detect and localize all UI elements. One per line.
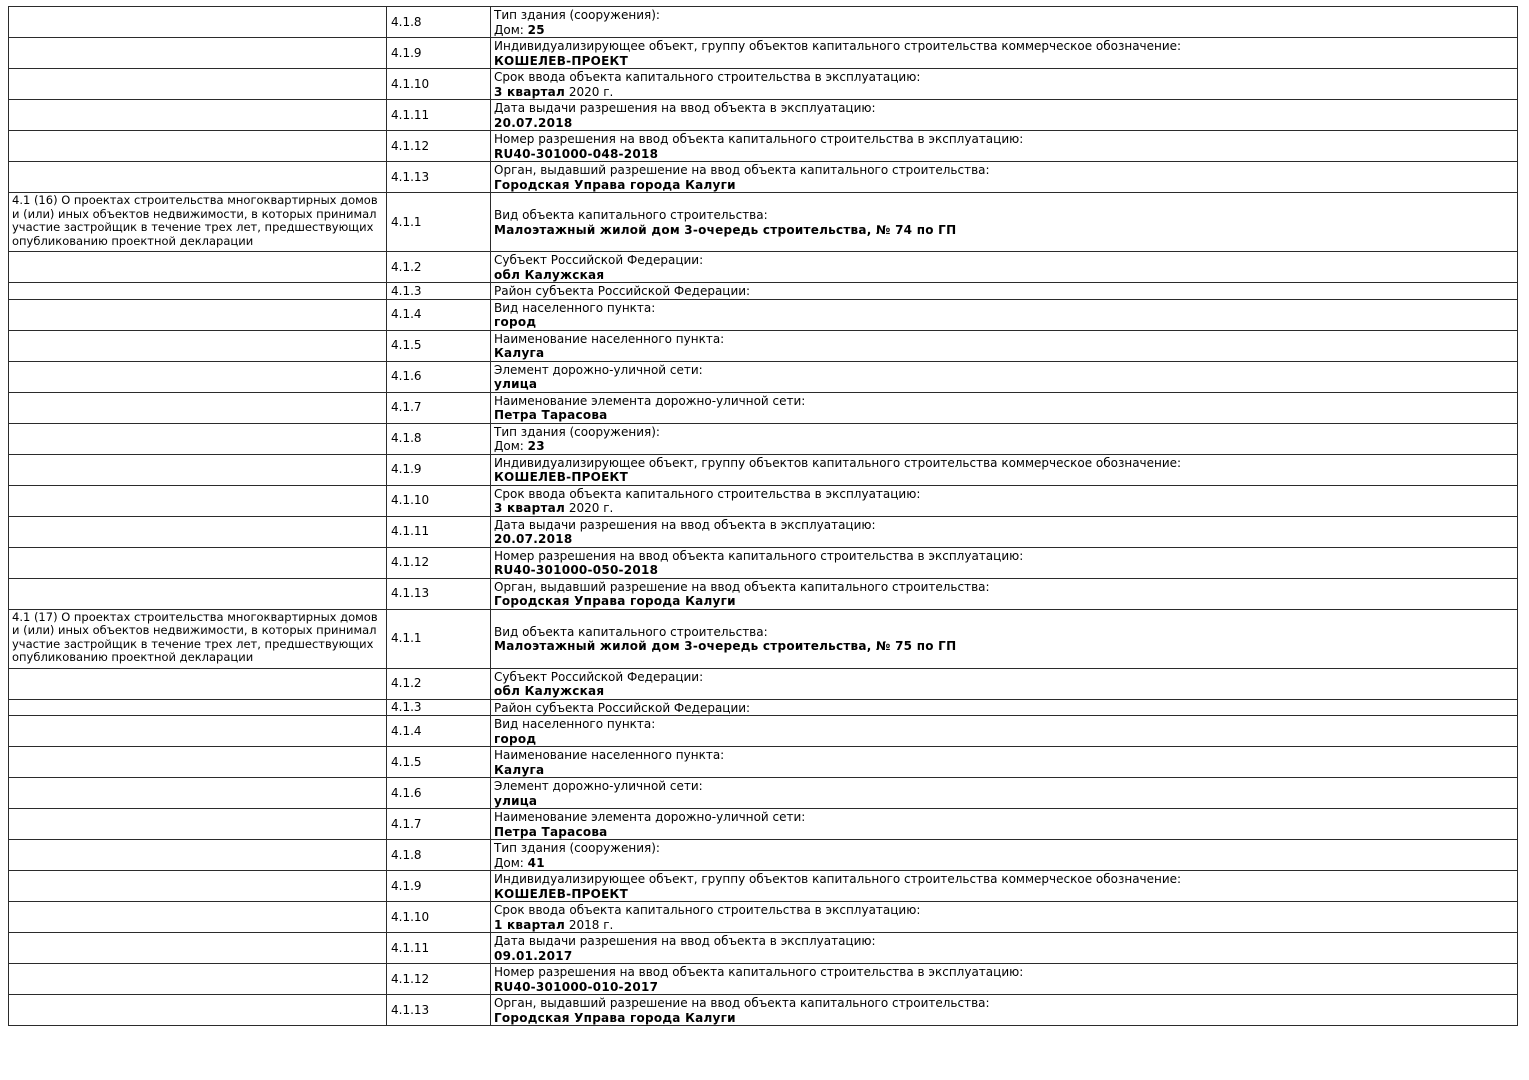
field-label: Индивидуализирующее объект, группу объектов капитального строительства коммерческое обозначение: — [494, 39, 1182, 53]
row-code: 4.1.9 — [387, 871, 491, 902]
field-label: Дата выдачи разрешения на ввод объекта в эксплуатацию: — [494, 934, 876, 948]
field-cell — [491, 454, 1518, 485]
section-cell — [9, 283, 387, 300]
section-cell — [9, 609, 387, 668]
field-value — [494, 732, 1514, 747]
field-value-suffix: 2020 г. — [565, 84, 614, 99]
field-label: Срок ввода объекта капитального строительства в эксплуатацию: — [494, 70, 921, 84]
field-value-bold: 3 квартал — [494, 501, 566, 515]
table-row — [9, 485, 1518, 516]
table-row — [9, 361, 1518, 392]
row-code: 4.1.13 — [387, 162, 491, 193]
field-cell — [491, 361, 1518, 392]
field-value-bold: Калуга — [494, 346, 545, 360]
row-code: 4.1.11 — [387, 100, 491, 131]
field-value — [494, 408, 1514, 423]
section-cell — [9, 69, 387, 100]
field-label: Дата выдачи разрешения на ввод объекта в эксплуатацию: — [494, 101, 876, 115]
field-label: Номер разрешения на ввод объекта капитального строительства в эксплуатацию: — [494, 965, 1024, 979]
row-code: 4.1.10 — [387, 69, 491, 100]
field-label: Индивидуализирующее объект, группу объектов капитального строительства коммерческое обозначение: — [494, 872, 1182, 886]
table-row — [9, 716, 1518, 747]
table-row — [9, 699, 1518, 716]
table-row — [9, 283, 1518, 300]
section-cell — [9, 392, 387, 423]
section-cell — [9, 809, 387, 840]
field-cell — [491, 69, 1518, 100]
field-label: Тип здания (сооружения): — [494, 841, 660, 855]
field-value — [494, 377, 1514, 392]
row-code: 4.1.7 — [387, 392, 491, 423]
section-cell — [9, 747, 387, 778]
field-value-bold: улица — [494, 793, 538, 808]
field-value-bold: RU40-301000-010-2017 — [494, 979, 659, 994]
row-code: 4.1.12 — [387, 964, 491, 995]
field-value-bold: КОШЕЛЕВ-ПРОЕКТ — [494, 470, 629, 484]
field-value — [494, 23, 1514, 38]
field-value-bold: Городская Управа города Калуги — [494, 1010, 736, 1025]
field-cell — [491, 809, 1518, 840]
field-cell — [491, 871, 1518, 902]
table-row — [9, 7, 1518, 38]
field-value-bold: Городская Управа города Калуги — [494, 594, 736, 608]
section-cell — [9, 547, 387, 578]
field-label: Орган, выдавший разрешение на ввод объекта капитального строительства: — [494, 996, 990, 1010]
field-cell — [491, 933, 1518, 964]
table-row — [9, 547, 1518, 578]
field-label: Номер разрешения на ввод объекта капитального строительства в эксплуатацию: — [494, 132, 1024, 146]
row-code: 4.1.10 — [387, 902, 491, 933]
section-cell — [9, 516, 387, 547]
field-value-bold: 25 — [527, 22, 545, 37]
field-value — [494, 639, 1514, 654]
field-label: Наименование населенного пункта: — [494, 331, 725, 346]
field-label: Вид объекта капитального строительства: — [494, 208, 768, 222]
field-value-bold: город — [494, 315, 537, 329]
section-cell — [9, 454, 387, 485]
row-code: 4.1.12 — [387, 131, 491, 162]
table-row — [9, 668, 1518, 699]
field-cell — [491, 7, 1518, 38]
field-value-bold: КОШЕЛЕВ-ПРОЕКТ — [494, 53, 629, 68]
section-cell — [9, 299, 387, 330]
section-cell — [9, 131, 387, 162]
table-row — [9, 38, 1518, 69]
field-label: Орган, выдавший разрешение на ввод объекта капитального строительства: — [494, 579, 990, 594]
section-cell — [9, 995, 387, 1026]
section-cell — [9, 964, 387, 995]
field-value-bold: улица — [494, 377, 538, 391]
field-cell — [491, 578, 1518, 609]
row-code: 4.1.7 — [387, 809, 491, 840]
field-value-prefix: Дом: — [494, 22, 528, 37]
field-value-bold: обл Калужская — [494, 267, 605, 282]
table-row — [9, 995, 1518, 1026]
table-row — [9, 840, 1518, 871]
row-code: 4.1.13 — [387, 995, 491, 1026]
field-cell — [491, 964, 1518, 995]
section-cell — [9, 578, 387, 609]
field-label: Район субъекта Российской Федерации: — [494, 284, 751, 298]
table-row — [9, 933, 1518, 964]
row-code: 4.1.11 — [387, 933, 491, 964]
field-value-bold: 09.01.2017 — [494, 948, 573, 963]
table-row — [9, 809, 1518, 840]
field-label: Индивидуализирующее объект, группу объектов капитального строительства коммерческое обозначение: — [494, 455, 1182, 470]
table-row — [9, 747, 1518, 778]
table-row — [9, 252, 1518, 283]
field-cell — [491, 423, 1518, 454]
field-value — [494, 315, 1514, 330]
field-value-prefix: Дом: — [494, 855, 528, 870]
section-cell — [9, 668, 387, 699]
table-row — [9, 330, 1518, 361]
field-cell — [491, 840, 1518, 871]
field-value — [494, 980, 1514, 995]
field-value — [494, 825, 1514, 840]
field-value — [494, 268, 1514, 283]
declaration-table-body — [9, 7, 1518, 1026]
field-value-bold: 20.07.2018 — [494, 532, 573, 546]
field-label: Орган, выдавший разрешение на ввод объекта капитального строительства: — [494, 163, 990, 177]
table-row — [9, 162, 1518, 193]
field-value — [494, 1011, 1514, 1026]
section-cell — [9, 193, 387, 252]
field-label: Субъект Российской Федерации: — [494, 669, 704, 684]
table-row — [9, 423, 1518, 454]
field-value-bold: Калуга — [494, 762, 545, 777]
field-value — [494, 85, 1514, 100]
section-cell — [9, 252, 387, 283]
table-row — [9, 299, 1518, 330]
row-code: 4.1.2 — [387, 252, 491, 283]
field-value — [494, 594, 1514, 609]
field-value-suffix: 2018 г. — [565, 917, 614, 932]
field-value — [494, 794, 1514, 809]
section-cell — [9, 38, 387, 69]
row-code: 4.1.2 — [387, 668, 491, 699]
table-row — [9, 454, 1518, 485]
field-cell — [491, 716, 1518, 747]
table-row — [9, 100, 1518, 131]
section-cell — [9, 423, 387, 454]
table-row — [9, 871, 1518, 902]
table-row — [9, 902, 1518, 933]
field-cell — [491, 330, 1518, 361]
field-value — [494, 532, 1514, 547]
field-value — [494, 856, 1514, 871]
field-cell — [491, 902, 1518, 933]
field-value-bold: 41 — [527, 855, 545, 870]
field-value — [494, 470, 1514, 485]
row-code: 4.1.1 — [387, 193, 491, 252]
row-code: 4.1.8 — [387, 840, 491, 871]
field-value-bold: 1 квартал — [494, 917, 566, 932]
field-value-bold: обл Калужская — [494, 684, 605, 698]
field-cell — [491, 193, 1518, 252]
field-value-bold: Петра Тарасова — [494, 408, 608, 422]
section-cell — [9, 933, 387, 964]
field-label: Элемент дорожно-уличной сети: — [494, 362, 703, 377]
section-cell — [9, 840, 387, 871]
field-value-bold: RU40-301000-048-2018 — [494, 146, 659, 161]
field-cell — [491, 38, 1518, 69]
field-cell — [491, 995, 1518, 1026]
field-value-bold: Малоэтажный жилой дом 3-очередь строительства, № 75 по ГП — [494, 639, 957, 653]
field-label: Дата выдачи разрешения на ввод объекта в эксплуатацию: — [494, 517, 876, 532]
field-value — [494, 439, 1514, 454]
field-value-bold: Петра Тарасова — [494, 824, 608, 839]
field-label: Субъект Российской Федерации: — [494, 253, 704, 267]
section-cell — [9, 902, 387, 933]
field-value-bold: Городская Управа города Калуги — [494, 177, 736, 192]
field-cell — [491, 283, 1518, 300]
row-code: 4.1.8 — [387, 7, 491, 38]
row-code: 4.1.10 — [387, 485, 491, 516]
row-code: 4.1.5 — [387, 747, 491, 778]
field-cell — [491, 778, 1518, 809]
section-cell — [9, 361, 387, 392]
field-label: Тип здания (сооружения): — [494, 424, 660, 439]
field-label: Элемент дорожно-уличной сети: — [494, 779, 703, 793]
field-value — [494, 147, 1514, 162]
table-row — [9, 193, 1518, 252]
field-cell — [491, 516, 1518, 547]
section-cell — [9, 716, 387, 747]
field-value — [494, 887, 1514, 902]
table-row — [9, 516, 1518, 547]
field-label: Наименование населенного пункта: — [494, 748, 725, 762]
section-cell — [9, 162, 387, 193]
field-value — [494, 949, 1514, 964]
field-cell — [491, 392, 1518, 423]
row-code: 4.1.13 — [387, 578, 491, 609]
field-value — [494, 116, 1514, 131]
field-label: Срок ввода объекта капитального строительства в эксплуатацию: — [494, 903, 921, 917]
row-code: 4.1.12 — [387, 547, 491, 578]
field-value-bold: RU40-301000-050-2018 — [494, 563, 659, 577]
section-cell — [9, 778, 387, 809]
field-cell — [491, 668, 1518, 699]
project-declaration-table — [8, 6, 1518, 1026]
field-cell — [491, 162, 1518, 193]
field-label: Тип здания (сооружения): — [494, 8, 660, 22]
row-code: 4.1.8 — [387, 423, 491, 454]
field-cell — [491, 299, 1518, 330]
section-title: 4.1 (17) О проектах строительства многоквартирных домов и (или) иных объектов недвижимости, в которых принимал участие застройщик в течение трех лет, предшествующих опубликованию проектной декларации — [12, 609, 378, 664]
field-value-bold: 3 квартал — [494, 84, 566, 99]
section-cell — [9, 485, 387, 516]
field-label: Наименование элемента дорожно-уличной сети: — [494, 393, 806, 408]
field-value-bold: город — [494, 731, 537, 746]
field-label: Вид населенного пункта: — [494, 300, 656, 315]
field-label: Наименование элемента дорожно-уличной сети: — [494, 810, 806, 824]
row-code: 4.1.3 — [387, 283, 491, 300]
field-cell — [491, 547, 1518, 578]
row-code: 4.1.4 — [387, 716, 491, 747]
field-value — [494, 501, 1514, 516]
row-code: 4.1.6 — [387, 361, 491, 392]
field-cell — [491, 609, 1518, 668]
field-value — [494, 918, 1514, 933]
row-code: 4.1.9 — [387, 454, 491, 485]
row-code: 4.1.11 — [387, 516, 491, 547]
table-row — [9, 69, 1518, 100]
field-value — [494, 346, 1514, 361]
row-code: 4.1.1 — [387, 609, 491, 668]
field-value — [494, 54, 1514, 69]
table-row — [9, 392, 1518, 423]
field-value — [494, 684, 1514, 699]
field-value-suffix: 2020 г. — [565, 501, 614, 515]
field-value — [494, 223, 1514, 238]
field-cell — [491, 485, 1518, 516]
field-value-prefix: Дом: — [494, 439, 528, 453]
table-row — [9, 964, 1518, 995]
field-value-bold: КОШЕЛЕВ-ПРОЕКТ — [494, 886, 629, 901]
field-cell — [491, 699, 1518, 716]
field-cell — [491, 100, 1518, 131]
field-label: Номер разрешения на ввод объекта капитального строительства в эксплуатацию: — [494, 548, 1024, 563]
table-row — [9, 609, 1518, 668]
field-label: Вид объекта капитального строительства: — [494, 624, 768, 639]
section-cell — [9, 871, 387, 902]
field-label: Район субъекта Российской Федерации: — [494, 700, 751, 715]
field-value — [494, 763, 1514, 778]
section-cell — [9, 330, 387, 361]
row-code: 4.1.5 — [387, 330, 491, 361]
table-row — [9, 578, 1518, 609]
row-code: 4.1.3 — [387, 699, 491, 716]
field-value-bold: 20.07.2018 — [494, 115, 573, 130]
field-cell — [491, 252, 1518, 283]
section-cell — [9, 699, 387, 716]
field-cell — [491, 131, 1518, 162]
row-code: 4.1.6 — [387, 778, 491, 809]
field-value-bold: 23 — [527, 439, 545, 453]
field-value — [494, 178, 1514, 193]
section-cell — [9, 7, 387, 38]
field-value-bold: Малоэтажный жилой дом 3-очередь строительства, № 74 по ГП — [494, 222, 957, 237]
field-label: Срок ввода объекта капитального строительства в эксплуатацию: — [494, 486, 921, 501]
section-title: 4.1 (16) О проектах строительства многоквартирных домов и (или) иных объектов недвижимости, в которых принимал участие застройщик в течение трех лет, предшествующих опубликованию проектной декларации — [12, 193, 378, 248]
row-code: 4.1.4 — [387, 299, 491, 330]
row-code: 4.1.9 — [387, 38, 491, 69]
field-cell — [491, 747, 1518, 778]
table-row — [9, 778, 1518, 809]
section-cell — [9, 100, 387, 131]
field-value — [494, 563, 1514, 578]
field-label: Вид населенного пункта: — [494, 717, 656, 731]
table-row — [9, 131, 1518, 162]
